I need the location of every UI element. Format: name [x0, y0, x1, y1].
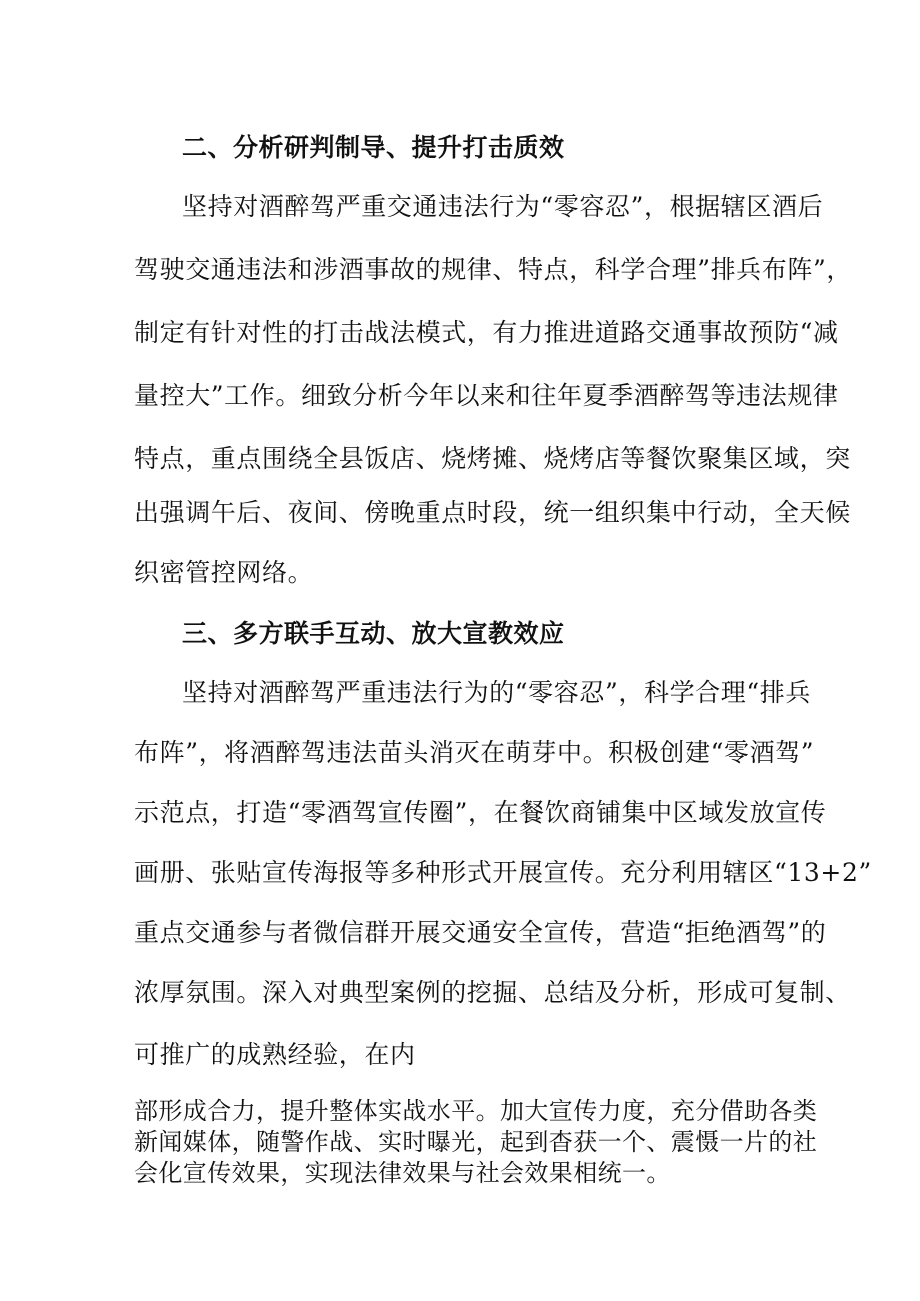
- paragraph-line: 新闻媒体，随警作战、实时曝光，起到杳获一个、震慑一片的社: [134, 1128, 818, 1156]
- paragraph-line: 特点，重点围绕全县饭店、烧烤摊、烧烤店等餐饮聚集区域，突: [134, 444, 851, 473]
- paragraph-line: 制定有针对性的打击战法模式，有力推进道路交通事故预防“减: [134, 318, 839, 347]
- paragraph-line: 示范点，打造“零酒驾宣传圈”，在餐饮商铺集中区域发放宣传: [134, 798, 827, 827]
- section-2-heading: 二、分析研判制导、提升打击质效: [182, 133, 565, 162]
- paragraph-line: 出强调午后、夜间、傍晚重点时段，统一组织集中行动，全天候: [134, 498, 851, 527]
- section-3-heading: 三、多方联手互动、放大宣教效应: [182, 619, 565, 648]
- paragraph-line: 布阵”，将酒醉驾违法苗头消灭在萌芽中。积极创建“零酒驾”: [134, 738, 815, 767]
- paragraph-line: 会化宣传效果，实现法律效果与社会效果相统一。: [134, 1159, 671, 1187]
- paragraph-line: 驾驶交通违法和涉酒事故的规律、特点，科学合理”排兵布阵”，: [134, 255, 852, 284]
- paragraph-line: 部形成合力，提升整体实战水平。加大宣传力度，充分借助各类: [134, 1097, 818, 1125]
- paragraph-line: 坚持对酒醉驾严重违法行为的“零容忍”，科学合理“排兵: [182, 678, 811, 707]
- paragraph-line: 坚持对酒醉驾严重交通违法行为“零容忍”，根据辖区酒后: [182, 192, 824, 221]
- paragraph-line: 画册、张贴宣传海报等多种形式开展宣传。充分利用辖区“13+2”: [134, 858, 872, 887]
- paragraph-line: 可推广的成熟经验，在内: [134, 1040, 416, 1069]
- paragraph-line: 重点交通参与者微信群开展交通安全宣传，营造“拒绝酒驾”的: [134, 918, 827, 947]
- paragraph-line: 量控大”工作。细致分析今年以来和往年夏季酒醉驾等违法规律: [134, 381, 839, 410]
- paragraph-line: 浓厚氛围。深入对典型案例的挖掘、总结及分析，形成可复制、: [134, 978, 851, 1007]
- paragraph-line: 织密管控网络。: [134, 558, 314, 587]
